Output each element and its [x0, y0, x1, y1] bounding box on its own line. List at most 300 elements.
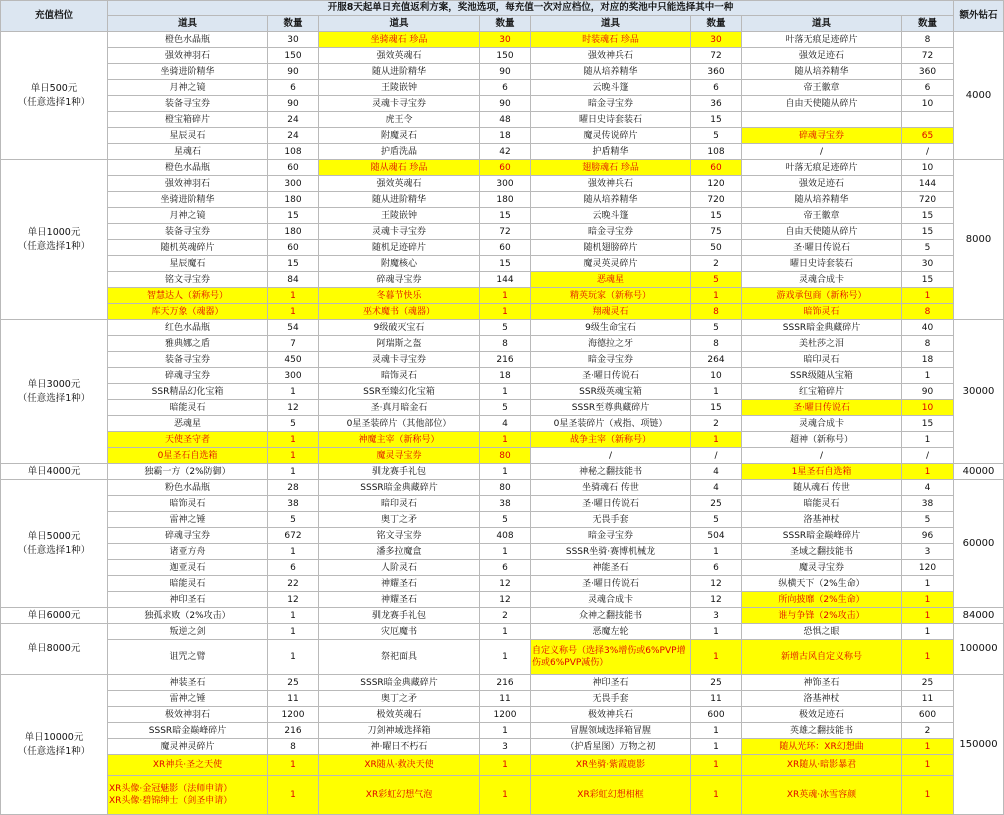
qty-cell: 6 [268, 80, 319, 96]
tier-note: （任意选择1种） [17, 544, 91, 556]
table-row [1, 544, 1004, 560]
tier-cell [1, 32, 108, 160]
qty-cell: 5 [480, 320, 531, 336]
item-cell: 暗金寻宝券 [531, 352, 691, 368]
item-cell: 王陵嵌钟 [319, 80, 480, 96]
qty-cell: 11 [691, 691, 742, 707]
item-cell: 随机翅膀碎片 [531, 240, 691, 256]
qty-cell: 1 [691, 723, 742, 739]
table-row [1, 592, 1004, 608]
item-cell: 月神之镜 [108, 80, 268, 96]
table-row [1, 160, 1004, 176]
item-cell: 灵魂卡寻宝券 [319, 352, 480, 368]
qty-cell: 60 [268, 160, 319, 176]
item-cell: 极效英魂石 [319, 707, 480, 723]
item-cell: 随从培养精华 [742, 192, 902, 208]
item-cell: 冒腥领域选择箱冒腥 [531, 723, 691, 739]
item-cell: XR随从·救决天使 [319, 755, 480, 776]
qty-cell: 5 [480, 512, 531, 528]
item-cell: XR神兵·圣之天使 [108, 755, 268, 776]
qty-cell: 300 [268, 176, 319, 192]
item-cell: 强效神羽石 [108, 48, 268, 64]
tier-note: （任意选择1种） [17, 240, 91, 252]
table-row [1, 776, 1004, 815]
table-row [1, 496, 1004, 512]
qty-cell: 15 [268, 208, 319, 224]
qty-cell: 1 [691, 755, 742, 776]
item-cell: 独孤求败（2%攻击） [108, 608, 268, 624]
item-cell: 神耀圣石 [319, 592, 480, 608]
item-cell: 恶魂星 [531, 272, 691, 288]
qty-cell: 72 [480, 224, 531, 240]
tier-name: 单日3000元 [27, 378, 81, 390]
item-cell: SSSR暗金典藏碎片 [319, 480, 480, 496]
qty-cell: 60 [691, 160, 742, 176]
item-cell: 自由天使随从碎片 [742, 96, 902, 112]
item-cell: 圣·曜日传说石 [742, 400, 902, 416]
table-row [1, 336, 1004, 352]
qty-cell: 5 [691, 272, 742, 288]
qty-cell: 1 [902, 640, 954, 675]
table-row [1, 176, 1004, 192]
qty-cell: 1 [902, 576, 954, 592]
extra-diamond-cell: 60000 [954, 480, 1004, 608]
table-row [1, 64, 1004, 80]
extra-diamond-cell: 40000 [954, 464, 1004, 480]
extra-diamond-cell: 30000 [954, 320, 1004, 464]
table-row [1, 576, 1004, 592]
qty-cell: 2 [691, 416, 742, 432]
item-cell: SSR至臻幻化宝箱 [319, 384, 480, 400]
tier-cell [1, 675, 108, 815]
qty-cell: 4 [902, 480, 954, 496]
table-row [1, 400, 1004, 416]
item-cell: 强效英魂石 [319, 48, 480, 64]
qty-cell: 4 [691, 480, 742, 496]
qty-cell: / [902, 144, 954, 160]
item-cell: 王陵嵌钟 [319, 208, 480, 224]
qty-cell: 24 [268, 112, 319, 128]
table-row [1, 480, 1004, 496]
table-row [1, 464, 1004, 480]
table-row [1, 96, 1004, 112]
qty-cell: 15 [480, 208, 531, 224]
table-row [1, 608, 1004, 624]
table-row [1, 368, 1004, 384]
qty-cell: 48 [480, 112, 531, 128]
qty-cell: 300 [480, 176, 531, 192]
qty-cell: 8 [691, 336, 742, 352]
qty-cell: 11 [902, 691, 954, 707]
qty-cell [902, 112, 954, 128]
item-cell: 暗金寻宝券 [531, 96, 691, 112]
item-header: 道具 [319, 16, 480, 32]
table-row [1, 384, 1004, 400]
item-cell: 云晚斗篷 [531, 208, 691, 224]
qty-cell: 65 [902, 128, 954, 144]
qty-cell: 15 [691, 112, 742, 128]
extra-diamond-cell: 4000 [954, 32, 1004, 160]
item-cell: 巫术魔书（魂器） [319, 304, 480, 320]
qty-cell: 2 [902, 723, 954, 739]
table-row [1, 272, 1004, 288]
item-cell: 虎王令 [319, 112, 480, 128]
qty-cell: 25 [268, 675, 319, 691]
item-cell: 神·曜日不朽石 [319, 739, 480, 755]
item-cell: 纵横天下（2%生命） [742, 576, 902, 592]
item-cell: 碎魂寻宝券 [108, 368, 268, 384]
tier-name: 单日5000元 [27, 530, 81, 542]
table-row [1, 691, 1004, 707]
qty-cell: 6 [902, 80, 954, 96]
item-cell: 随从进阶精华 [319, 64, 480, 80]
tier-name: 单日1000元 [27, 226, 81, 238]
item-cell: 圣·曜日传说石 [531, 576, 691, 592]
qty-cell: 1 [268, 755, 319, 776]
qty-cell: 504 [691, 528, 742, 544]
qty-cell: 1 [268, 448, 319, 464]
item-cell: 天使圣守者 [108, 432, 268, 448]
qty-cell: 216 [480, 675, 531, 691]
qty-cell: 15 [480, 256, 531, 272]
qty-cell: 40 [902, 320, 954, 336]
item-cell: 暗金寻宝券 [531, 528, 691, 544]
qty-cell: 150 [268, 48, 319, 64]
qty-cell: 1 [902, 432, 954, 448]
item-cell: SSSR暗金典藏碎片 [742, 320, 902, 336]
qty-cell: 1 [691, 640, 742, 675]
item-cell: 铭文寻宝券 [108, 272, 268, 288]
item-cell: 神能圣石 [531, 560, 691, 576]
item-cell: 魔灵传说碎片 [531, 128, 691, 144]
qty-cell: 42 [480, 144, 531, 160]
item-cell: 帝王徽章 [742, 208, 902, 224]
item-cell: 暗能灵石 [108, 400, 268, 416]
item-cell: 随机英魂碎片 [108, 240, 268, 256]
table-row [1, 560, 1004, 576]
qty-cell: 120 [902, 560, 954, 576]
item-cell: 暗印灵石 [742, 352, 902, 368]
item-cell: 魔灵英灵碎片 [531, 256, 691, 272]
qty-cell: 1 [268, 608, 319, 624]
item-cell: 神秘之翻技能书 [531, 464, 691, 480]
tier-cell [1, 320, 108, 464]
item-cell: 铭文寻宝券 [319, 528, 480, 544]
qty-cell: 75 [691, 224, 742, 240]
qty-cell: 60 [480, 160, 531, 176]
qty-cell: 1 [480, 304, 531, 320]
item-cell: 魔灵寻宝券 [319, 448, 480, 464]
tier-cell [1, 160, 108, 320]
item-cell: 迦亚灵石 [108, 560, 268, 576]
qty-cell: 72 [691, 48, 742, 64]
table-title: 开服8天起单日充值返利方案，奖池选项，每充值一次对应档位，对应的奖池中只能选择其中一种 [108, 1, 954, 16]
qty-header: 数量 [902, 16, 954, 32]
qty-cell: 3 [902, 544, 954, 560]
extra-diamond-cell: 100000 [954, 624, 1004, 675]
qty-header: 数量 [691, 16, 742, 32]
item-cell: 雅典娜之盾 [108, 336, 268, 352]
item-cell: 暗金寻宝券 [531, 224, 691, 240]
qty-cell: 5 [691, 320, 742, 336]
item-cell: 强效足迹石 [742, 176, 902, 192]
item-cell: 碎魂寻宝券 [319, 272, 480, 288]
qty-cell: 180 [480, 192, 531, 208]
qty-cell: 408 [480, 528, 531, 544]
qty-cell: 11 [480, 691, 531, 707]
qty-cell: 1 [268, 624, 319, 640]
item-cell: 暗能灵石 [742, 496, 902, 512]
qty-cell: 90 [268, 96, 319, 112]
item-cell: 恐惧之眼 [742, 624, 902, 640]
item-cell: 极效神羽石 [108, 707, 268, 723]
qty-cell: 1 [902, 755, 954, 776]
qty-cell: 1 [480, 384, 531, 400]
qty-cell: / [691, 448, 742, 464]
table-row [1, 288, 1004, 304]
item-cell: 强效英魂石 [319, 176, 480, 192]
qty-cell: 25 [691, 496, 742, 512]
item-cell: 神魔主宰（新称号） [319, 432, 480, 448]
item-cell: 恶魔左轮 [531, 624, 691, 640]
item-cell: 曜日史诗套装石 [742, 256, 902, 272]
table-row [1, 432, 1004, 448]
item-cell: 时装魂石 珍品 [531, 32, 691, 48]
qty-cell: 1 [268, 432, 319, 448]
table-row [1, 723, 1004, 739]
qty-cell: / [902, 448, 954, 464]
item-cell: 月神之镜 [108, 208, 268, 224]
tier-name: 单日10000元 [24, 731, 84, 743]
item-cell: SSSR坐骑·赛博机械龙 [531, 544, 691, 560]
qty-cell: 5 [691, 128, 742, 144]
table-row [1, 512, 1004, 528]
item-cell: 强效神羽石 [108, 176, 268, 192]
table-row [1, 416, 1004, 432]
item-cell: 刀剑神域选择箱 [319, 723, 480, 739]
qty-cell: 22 [268, 576, 319, 592]
item-cell: SSSR至尊典藏碎片 [531, 400, 691, 416]
item-cell: 翔魂灵石 [531, 304, 691, 320]
item-cell: 附魔灵石 [319, 128, 480, 144]
table-row [1, 304, 1004, 320]
item-cell: 新增古风自定义称号 [742, 640, 902, 675]
tier-column-header: 充值档位 [1, 1, 108, 32]
qty-cell: 12 [691, 592, 742, 608]
item-cell: 强效神兵石 [531, 176, 691, 192]
item-cell: 无畏手套 [531, 512, 691, 528]
qty-cell: 1 [902, 464, 954, 480]
qty-cell: 1 [268, 304, 319, 320]
qty-cell: 15 [691, 400, 742, 416]
qty-cell: 7 [268, 336, 319, 352]
qty-cell: 5 [480, 400, 531, 416]
item-cell: 神印圣石 [531, 675, 691, 691]
extra-diamond-cell: 8000 [954, 160, 1004, 320]
item-cell: 帝王徽章 [742, 80, 902, 96]
qty-cell: 6 [480, 560, 531, 576]
item-cell: 神装圣石 [108, 675, 268, 691]
item-cell: 驯龙赛手礼包 [319, 464, 480, 480]
qty-cell: 144 [480, 272, 531, 288]
item-cell: XR随从·暗影暴君 [742, 755, 902, 776]
item-cell: 灾厄魔书 [319, 624, 480, 640]
item-cell: 诸亚方舟 [108, 544, 268, 560]
qty-cell: 8 [691, 304, 742, 320]
qty-cell: 360 [902, 64, 954, 80]
qty-cell: 24 [268, 128, 319, 144]
qty-cell: 1 [268, 640, 319, 675]
qty-cell: 360 [691, 64, 742, 80]
item-cell: 云晚斗篷 [531, 80, 691, 96]
item-cell: 坐骑进阶精华 [108, 192, 268, 208]
table-row [1, 240, 1004, 256]
qty-cell: 4 [691, 464, 742, 480]
qty-cell: 5 [268, 512, 319, 528]
qty-cell: 10 [691, 368, 742, 384]
item-header: 道具 [108, 16, 268, 32]
item-cell: 星辰魔石 [108, 256, 268, 272]
item-cell: 坐骑魂石 传世 [531, 480, 691, 496]
item-cell: 0星圣石自选箱 [108, 448, 268, 464]
item-cell: 红色水晶瓶 [108, 320, 268, 336]
qty-cell: 90 [268, 64, 319, 80]
item-cell: 谁与争锋（2%攻击） [742, 608, 902, 624]
item-cell: 翅膀魂石 珍品 [531, 160, 691, 176]
qty-cell: 1 [691, 739, 742, 755]
tier-note: （任意选择1种） [17, 392, 91, 404]
qty-cell: 144 [902, 176, 954, 192]
qty-cell: 6 [480, 80, 531, 96]
item-cell: 曜日史诗套装石 [531, 112, 691, 128]
table-row [1, 624, 1004, 640]
item-cell: 自由天使随从碎片 [742, 224, 902, 240]
qty-cell: 12 [691, 576, 742, 592]
qty-cell: 1 [691, 544, 742, 560]
qty-cell: 1 [902, 592, 954, 608]
qty-cell: 4 [480, 416, 531, 432]
qty-cell: 1 [480, 624, 531, 640]
table-row [1, 48, 1004, 64]
table-row [1, 755, 1004, 776]
item-cell: 圣·真月暗金石 [319, 400, 480, 416]
qty-cell: 8 [902, 336, 954, 352]
qty-cell: 1 [480, 776, 531, 815]
item-cell: SSSR暗金巅峰碎片 [742, 528, 902, 544]
table-row [1, 144, 1004, 160]
item-cell: 随从进阶精华 [319, 192, 480, 208]
item-cell: 海德拉之牙 [531, 336, 691, 352]
qty-cell: 1 [902, 624, 954, 640]
item-cell: 0星圣装碎片（其他部位） [319, 416, 480, 432]
qty-cell: 38 [480, 496, 531, 512]
table-row [1, 640, 1004, 675]
qty-cell: 25 [902, 675, 954, 691]
item-cell: SSR级英魂宝箱 [531, 384, 691, 400]
qty-cell: 6 [691, 80, 742, 96]
item-cell: 库天万象（魂器） [108, 304, 268, 320]
item-cell: 超神（新称号） [742, 432, 902, 448]
item-cell: （护盾星图）万物之初 [531, 739, 691, 755]
item-cell: 奥丁之矛 [319, 512, 480, 528]
item-cell: 祭祀面具 [319, 640, 480, 675]
extra-diamond-cell: 150000 [954, 675, 1004, 815]
item-cell: 强效足迹石 [742, 48, 902, 64]
item-cell: SSR级随从宝箱 [742, 368, 902, 384]
item-cell: XR彩虹幻想相框 [531, 776, 691, 815]
item-cell: 洛基神杖 [742, 691, 902, 707]
qty-cell: 10 [902, 160, 954, 176]
table-row [1, 320, 1004, 336]
table-row [1, 192, 1004, 208]
qty-cell: 54 [268, 320, 319, 336]
table-row [1, 224, 1004, 240]
qty-cell: 1 [902, 739, 954, 755]
item-cell: 神饰圣石 [742, 675, 902, 691]
qty-cell: 80 [480, 448, 531, 464]
qty-cell: 15 [902, 416, 954, 432]
qty-cell: 30 [268, 32, 319, 48]
qty-cell: 90 [480, 96, 531, 112]
item-cell: 碎魂寻宝券 [742, 128, 902, 144]
item-cell: / [742, 144, 902, 160]
item-cell: 随从魂石 珍品 [319, 160, 480, 176]
qty-cell: 1 [691, 384, 742, 400]
item-cell: 圣·曜日传说石 [742, 240, 902, 256]
item-cell: 橙色水晶瓶 [108, 32, 268, 48]
qty-cell: 150 [480, 48, 531, 64]
extra-diamond-header: 额外钻石 [954, 1, 1004, 32]
qty-cell: 90 [480, 64, 531, 80]
qty-cell: 720 [691, 192, 742, 208]
qty-cell: 1 [691, 288, 742, 304]
tier-cell [1, 464, 108, 480]
qty-cell: 1 [480, 288, 531, 304]
qty-cell: 18 [480, 128, 531, 144]
item-cell: 驯龙赛手礼包 [319, 608, 480, 624]
item-cell: 灵魂合成卡 [531, 592, 691, 608]
qty-cell: 60 [480, 240, 531, 256]
item-cell: 雷神之锤 [108, 512, 268, 528]
qty-cell: 15 [902, 224, 954, 240]
item-cell: 暗能灵石 [108, 576, 268, 592]
item-cell: 圣·曜日传说石 [531, 496, 691, 512]
qty-cell: 15 [902, 208, 954, 224]
qty-cell: 720 [902, 192, 954, 208]
item-cell: 碎魂寻宝券 [108, 528, 268, 544]
item-cell: 灵魂卡寻宝券 [319, 96, 480, 112]
table-row [1, 675, 1004, 691]
table-row [1, 352, 1004, 368]
item-cell: 9级生命宝石 [531, 320, 691, 336]
qty-cell: 3 [480, 739, 531, 755]
qty-cell: 180 [268, 224, 319, 240]
item-cell: 强效神兵石 [531, 48, 691, 64]
item-cell: 附魔核心 [319, 256, 480, 272]
item-cell: XR彩虹幻想气泡 [319, 776, 480, 815]
item-cell: 随从培养精华 [531, 192, 691, 208]
qty-cell: 1 [268, 288, 319, 304]
item-cell: 雷神之锤 [108, 691, 268, 707]
table-row [1, 80, 1004, 96]
qty-cell: 1 [902, 776, 954, 815]
item-cell: 圣·曜日传说石 [531, 368, 691, 384]
qty-cell: 1 [902, 608, 954, 624]
item-cell: 星辰灵石 [108, 128, 268, 144]
qty-cell: 108 [268, 144, 319, 160]
table-row [1, 208, 1004, 224]
item-cell: 人阶灵石 [319, 560, 480, 576]
